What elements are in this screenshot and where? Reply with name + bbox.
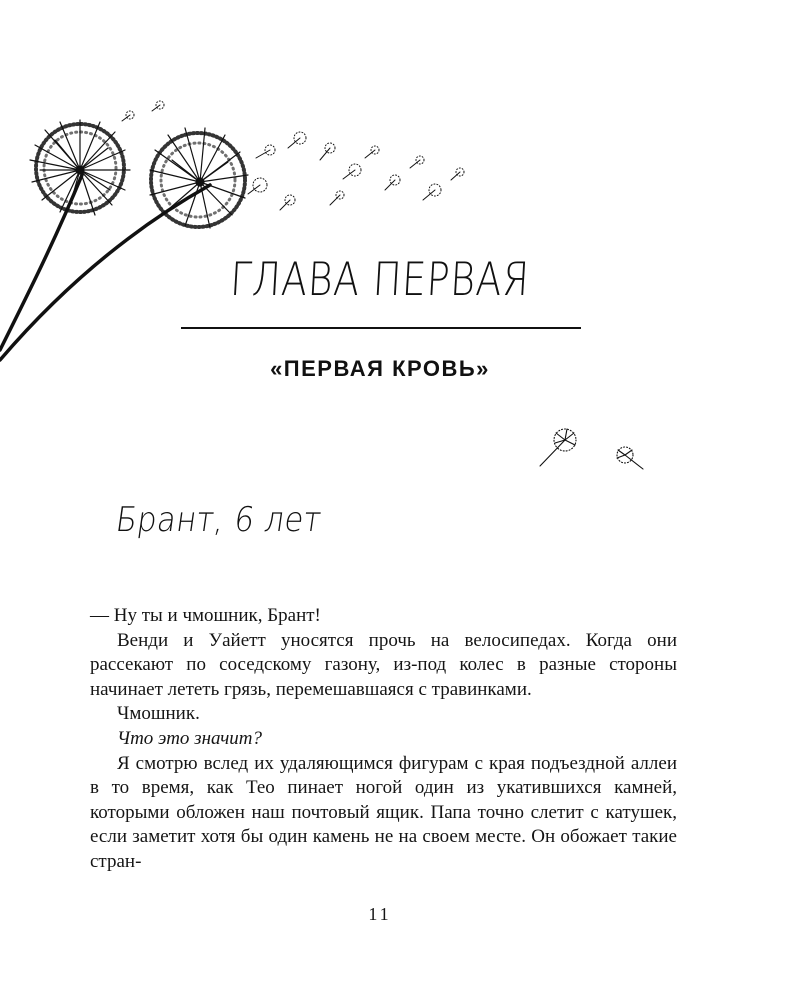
section-heading: Брант, 6 лет	[113, 500, 325, 540]
chapter-subtitle: «ПЕРВАЯ КРОВЬ»	[270, 356, 490, 381]
paragraph: Я смотрю вслед их удаляющимся фигурам с края подъездной аллеи в то время, как Тео пинает ногой один из укатившихся камней, которыми обложен наш почтовый ящик. Папа точно слетит с катушек, если заметит хотя бы один камень не на своем месте. Он обожает такие стран-	[90, 752, 677, 872]
page-number: 11	[368, 904, 392, 924]
paragraph: — Ну ты и чмошник, Брант!	[90, 605, 321, 626]
chapter-title: ГЛАВА ПЕРВАЯ	[228, 252, 532, 306]
paragraph: Венди и Уайетт уносятся прочь на велосипедах. Когда они рассекают по соседскому газону, из-под колес в разные стороны начинает лететь грязь, перемешавшаяся с травинками.	[90, 629, 677, 700]
chapter-divider	[181, 327, 581, 329]
dandelion-seeds-illustration	[530, 415, 660, 485]
body-text	[90, 604, 677, 875]
paragraph-italic: Что это значит?	[117, 727, 263, 749]
paragraph: Чмошник.	[117, 703, 200, 725]
